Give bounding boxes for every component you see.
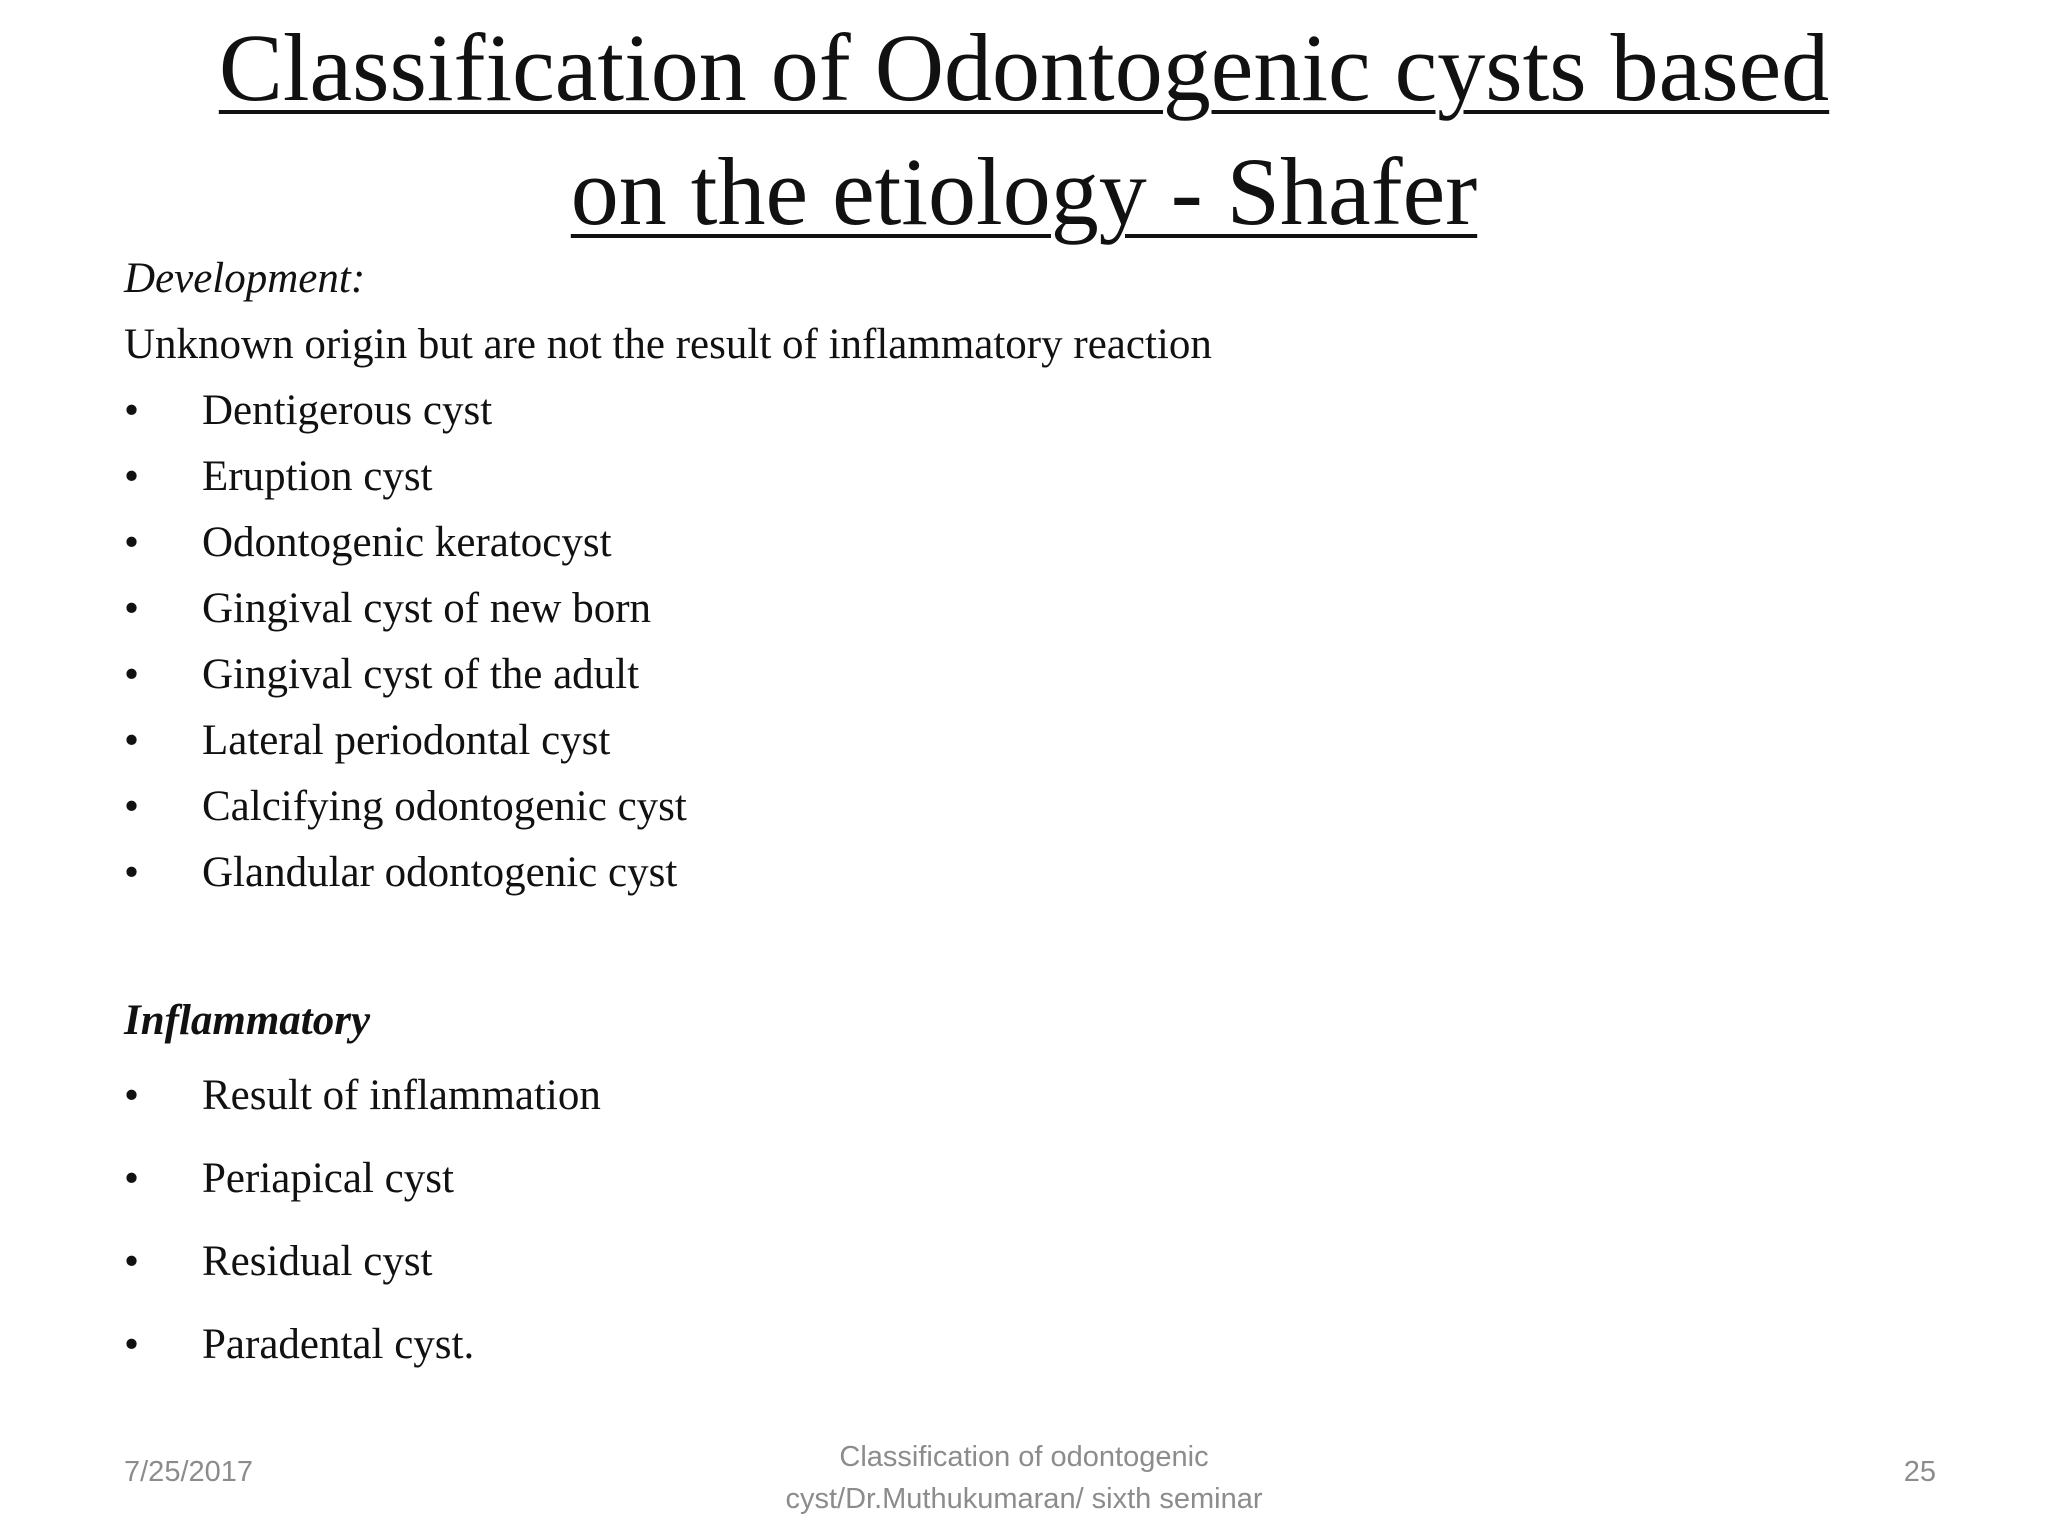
list-item-text: Paradental cyst.	[202, 1321, 475, 1368]
inflammatory-label: Inflammatory	[124, 997, 371, 1044]
bullet: •	[124, 1155, 140, 1202]
list-item-text: Residual cyst	[202, 1238, 433, 1285]
footer-date: 7/25/2017	[124, 1456, 254, 1488]
footer-caption-line-2: cyst/Dr.Muthukumaran/ sixth seminar	[785, 1483, 1263, 1515]
footer-caption-line-1: Classification of odontogenic	[839, 1441, 1209, 1473]
bullet: •	[124, 651, 140, 698]
list-item	[124, 708, 1924, 774]
list-item-text: Calcifying odontogenic cyst	[202, 783, 687, 830]
bullet: •	[124, 1072, 140, 1119]
development-description: Unknown origin but are not the result of inflammatory reaction	[124, 321, 1212, 368]
list-item	[124, 1220, 1924, 1303]
list-item-text: Gingival cyst of the adult	[202, 651, 640, 698]
bullet: •	[124, 585, 140, 632]
list-item	[124, 774, 1924, 840]
list-item	[124, 444, 1924, 510]
list-item	[124, 1137, 1924, 1220]
list-item-text: Result of inflammation	[202, 1072, 601, 1119]
slide-title-line-2: on the etiology - Shafer	[570, 138, 1478, 245]
list-item	[124, 642, 1924, 708]
list-item-text: Lateral periodontal cyst	[202, 717, 611, 764]
bullet: •	[124, 1238, 140, 1285]
slide-title	[120, 6, 1928, 254]
page-number: 25	[1903, 1456, 1936, 1488]
slide-body	[124, 246, 1924, 1386]
bullet: •	[124, 783, 140, 830]
development-label: Development:	[124, 255, 366, 302]
list-item	[124, 1054, 1924, 1137]
list-item	[124, 510, 1924, 576]
list-item-text: Dentigerous cyst	[202, 387, 493, 434]
list-item	[124, 576, 1924, 642]
bullet: •	[124, 717, 140, 764]
bullet: •	[124, 453, 140, 500]
bullet: •	[124, 519, 140, 566]
bullet: •	[124, 387, 140, 434]
footer-caption	[0, 1436, 2048, 1520]
bullet: •	[124, 1321, 140, 1368]
list-item-text: Gingival cyst of new born	[202, 585, 652, 632]
list-item-text: Odontogenic keratocyst	[202, 519, 612, 566]
slide-footer	[0, 1436, 2048, 1526]
list-item	[124, 1303, 1924, 1386]
list-item-text: Eruption cyst	[202, 453, 433, 500]
development-list	[124, 378, 1924, 906]
slide-title-line-1: Classification of Odontogenic cysts based	[218, 14, 1830, 121]
list-item-text: Periapical cyst	[202, 1155, 454, 1202]
list-item	[124, 840, 1924, 906]
bullet: •	[124, 849, 140, 896]
inflammatory-list	[124, 1054, 1924, 1386]
list-item-text: Glandular odontogenic cyst	[202, 849, 678, 896]
list-item	[124, 378, 1924, 444]
